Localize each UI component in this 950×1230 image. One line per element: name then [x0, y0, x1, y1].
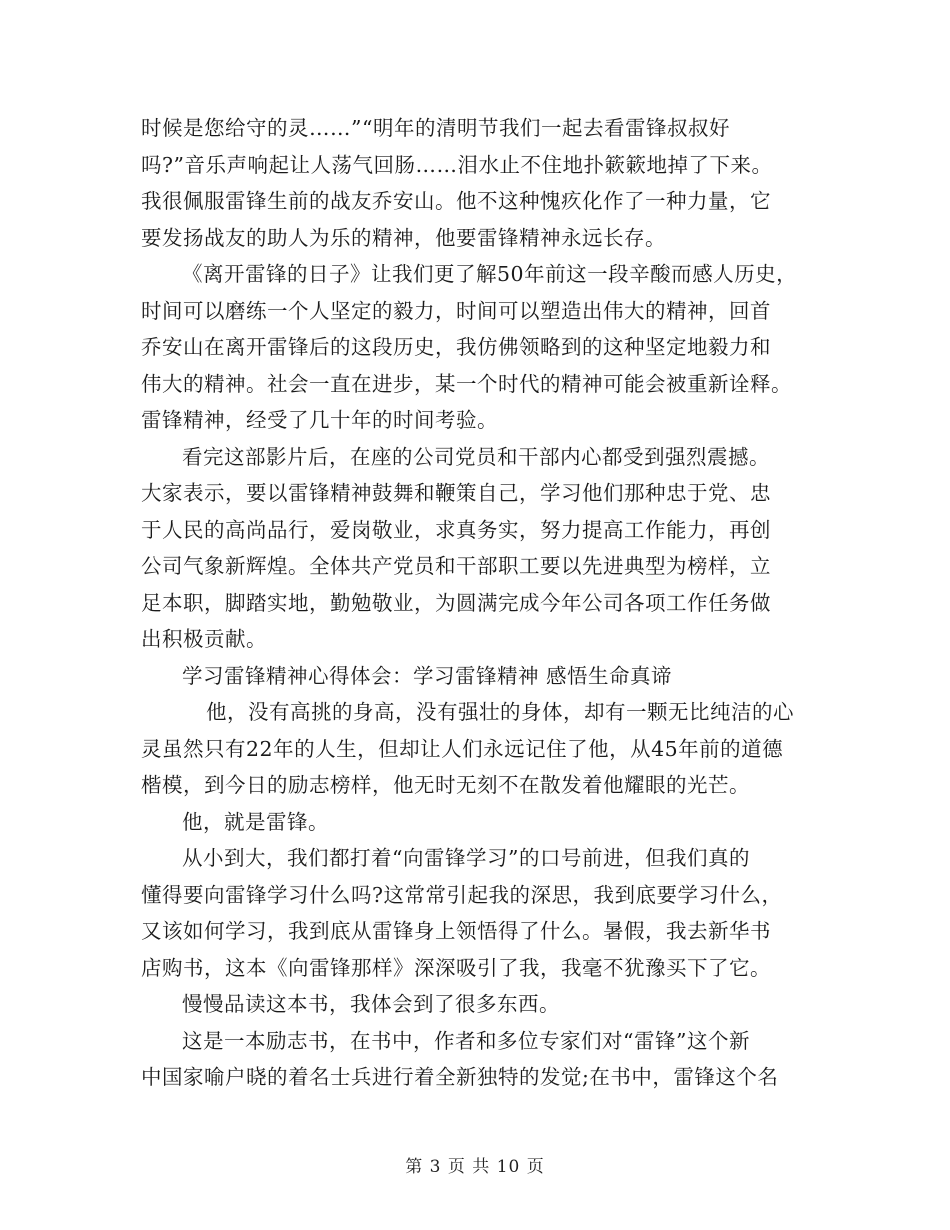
text-line: 大家表示，要以雷锋精神鼓舞和鞭策自己，学习他们那种忠于党、忠 [141, 481, 771, 505]
text-line: 于人民的高尚品行，爱岗敬业，求真务实，努力提高工作能力，再创 [141, 517, 771, 542]
document-body [141, 110, 821, 1096]
text-line: 他，没有高挑的身高，没有强壮的身体，却有一颗无比纯洁的心 [206, 700, 794, 724]
text-line: 灵虽然只有22年的人生，但却让人们永远记住了他，从45年前的道德 [141, 736, 784, 761]
text-line: 《离开雷锋的日子》让我们更了解50年前这一段辛酸而感人历史， [182, 262, 798, 286]
page-number-footer: 第 3 页 共 10 页 [405, 1157, 545, 1177]
text-line: 足本职，脚踏实地，勤勉敬业，为圆满完成今年公司各项工作任务做 [141, 590, 771, 615]
text-line: 要发扬战友的助人为乐的精神，他要雷锋精神永远长存。 [141, 225, 666, 250]
text-line: 出积极贡献。 [141, 627, 267, 651]
text-line: 楷模，到今日的励志榜样，他无时无刻不在散发着他耀眼的光芒。 [141, 773, 750, 797]
text-line: 慢慢品读这本书，我体会到了很多东西。 [182, 992, 560, 1016]
text-line: 雷锋精神，经受了几十年的时间考验。 [141, 408, 498, 432]
text-line: 伟大的精神。社会一直在进步，某一个时代的精神可能会被重新诠释。 [141, 371, 792, 396]
text-line: 又该如何学习，我到底从雷锋身上领悟得了什么。暑假，我去新华书 [141, 919, 771, 943]
text-line: 看完这部影片后，在座的公司党员和干部内心都受到强烈震撼。 [182, 444, 770, 469]
text-line: 店购书，这本《向雷锋那样》深深吸引了我，我毫不犹豫买下了它。 [141, 955, 771, 980]
text-line: 我很佩服雷锋生前的战友乔安山。他不这种愧疚化作了一种力量，它 [141, 189, 771, 213]
text-line: 学习雷锋精神心得体会：学习雷锋精神 感悟生命真谛 [182, 663, 673, 688]
text-line: 这是一本励志书，在书中，作者和多位专家们对“雷锋”这个新 [182, 1028, 750, 1053]
text-line: 公司气象新辉煌。全体共产党员和干部职工要以先进典型为榜样，立 [141, 554, 771, 578]
text-line: 从小到大，我们都打着“向雷锋学习”的口号前进，但我们真的 [182, 846, 750, 870]
text-line: 他，就是雷锋。 [182, 809, 329, 834]
text-line: 懂得要向雷锋学习什么吗?这常常引起我的深思，我到底要学习什么， [141, 882, 783, 907]
text-line: 吗?”音乐声响起让人荡气回肠……泪水止不住地扑簌簌地掉了下来。 [141, 152, 773, 177]
text-line: 时候是您给守的灵……”“明年的清明节我们一起去看雷锋叔叔好 [141, 116, 730, 140]
text-line: 时间可以磨练一个人坚定的毅力，时间可以塑造出伟大的精神，回首 [141, 298, 771, 323]
text-line: 乔安山在离开雷锋后的这段历史，我仿佛领略到的这种坚定地毅力和 [141, 335, 771, 359]
text-line: 中国家喻户晓的着名士兵进行着全新独特的发觉;在书中，雷锋这个名 [141, 1065, 779, 1089]
